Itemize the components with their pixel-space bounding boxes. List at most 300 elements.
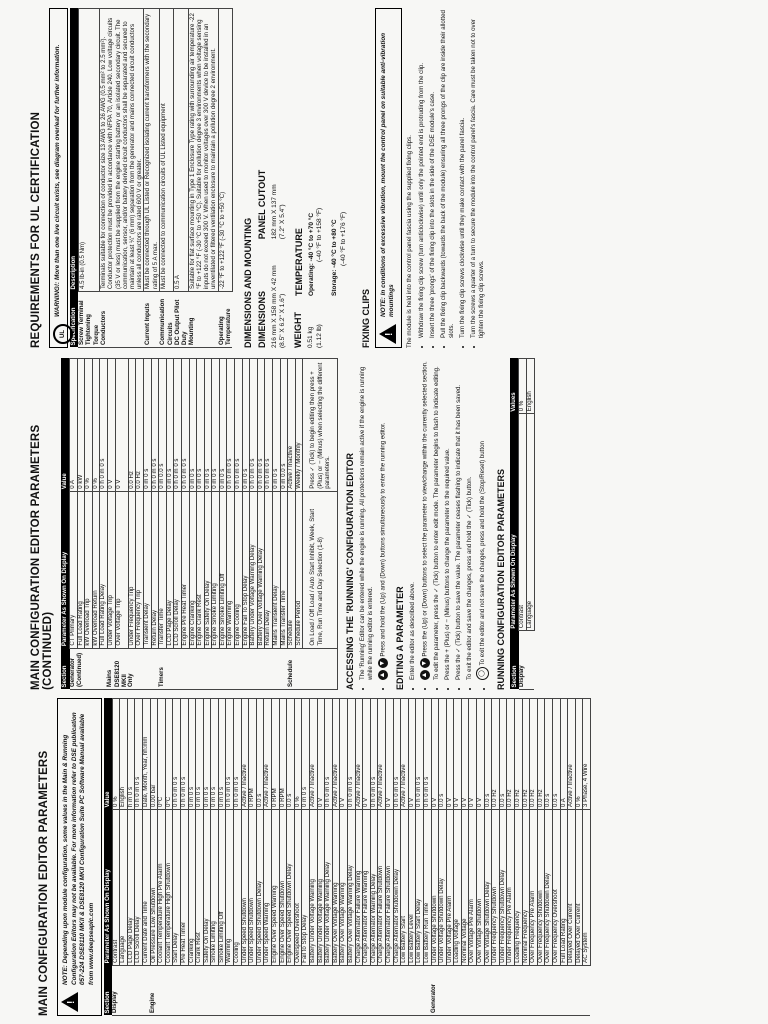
value-cell: 0 RPM: [249, 699, 257, 810]
config-note: [57, 698, 102, 1016]
desc-cell: Must be connected to communication circuits of UL Listed equipment: [159, 9, 173, 292]
param-cell: Over Frequency Shutdown Delay: [545, 809, 553, 965]
section-cell: [158, 965, 166, 1015]
value-cell: h m 0 s: [127, 699, 135, 810]
temp-storage: Storage: -40 °C to +80 °C: [331, 219, 339, 296]
value-cell: 0 RPM: [279, 699, 287, 810]
value-cell: 0 A: [70, 359, 78, 492]
table-row: [218, 9, 232, 348]
param-cell: Charge Alternator Failure Warning: [355, 809, 363, 965]
param-cell: Battery Under Voltage Warning: [310, 809, 318, 965]
table-row: [143, 359, 151, 690]
value-cell: 0 h 0 m 0 s: [423, 699, 431, 810]
section-cell: [302, 965, 310, 1015]
table-row: [431, 699, 439, 1016]
section-cell: Timers: [159, 648, 167, 689]
value-cell: 0 h 0 m 0 s: [151, 359, 159, 492]
table-row: [530, 699, 538, 1016]
param-cell: Mains Transient Delay: [273, 491, 281, 648]
param-cell: Under Frequency Trip: [128, 491, 136, 648]
table-row: [363, 699, 371, 1016]
param-cell: Over Frequency Trip: [136, 491, 144, 648]
value-cell: 0.0 Hz: [507, 699, 515, 810]
table-row: [279, 699, 287, 1016]
section-cell: [256, 965, 264, 1015]
param-cell: Charge Alternator Failure Shutdown: [385, 809, 393, 965]
table-row: [355, 699, 363, 1016]
table-row: [461, 699, 469, 1016]
table-row: [159, 9, 173, 348]
column-ul-certification: [0, 8, 768, 348]
value-cell: 0.0 s: [545, 699, 553, 810]
param-cell: Language: [120, 809, 128, 965]
section-cell: [537, 965, 545, 1015]
value-cell: 0.0 Hz: [522, 699, 530, 810]
section-cell: [234, 965, 242, 1015]
param-cell: Coolant Temperature High Shutdown: [165, 809, 173, 965]
header-section: Section: [104, 965, 113, 1015]
param-cell: Under Frequency Shutdown Delay: [499, 809, 507, 965]
section-cell: [257, 648, 265, 689]
param-cell: Transfer Time: [159, 491, 167, 648]
value-cell: 0°C: [158, 699, 166, 810]
list-item: • Press the ✓ (Tick) button to save the value. The parameter ceases flashing to indicate that it has been saved.: [455, 358, 463, 680]
value-cell: 0 m 0 s: [302, 699, 310, 810]
param-cell: Under Frequency Pre Alarm: [507, 809, 515, 965]
warning-triangle-icon: [379, 324, 396, 344]
param-cell: LCD Scroll Delay: [174, 491, 182, 648]
param-cell: LCD Page Delay: [127, 809, 135, 965]
weight-lb: (1.12 lb): [315, 324, 323, 348]
section-cell: [310, 965, 318, 1015]
param-cell: Under Voltage Trip: [107, 491, 115, 648]
table-row: [401, 699, 409, 1016]
param-cell: Engine Warming: [227, 491, 235, 648]
section-cell: [165, 965, 173, 1015]
value-cell: Active / Inactive: [310, 699, 318, 810]
section-cell: [264, 965, 272, 1015]
dimensions-block: [257, 8, 288, 348]
param-cell: Contrast: [112, 809, 120, 965]
value-cell: 0.0 Hz: [537, 699, 545, 810]
section-cell: Engine: [150, 965, 158, 1015]
section-cell: [295, 648, 303, 689]
table-row: [241, 699, 249, 1016]
param-cell: Battery Under Voltage Warning: [317, 809, 325, 965]
value-cell: 0 h 0 m 0 s: [257, 359, 265, 492]
value-cell: Active / Inactive: [332, 699, 340, 810]
section-cell: [241, 965, 249, 1015]
section-cell: Only: [128, 648, 136, 689]
section-cell: [303, 648, 338, 689]
ul-warning: [49, 8, 68, 348]
value-cell: 0 h 0 m 0 s: [227, 359, 235, 492]
dimensions-group: [257, 265, 288, 348]
param-cell: Full Load Rating: [560, 809, 568, 965]
list-item: [378, 358, 388, 680]
value-cell: 0 h 0 m 0 s: [135, 699, 143, 810]
param-cell: Battery Under Voltage Warning Delay: [250, 491, 258, 648]
list-item-text: Press and hold the (Up) and (Down) buttons simultaneously to enter the running editor.: [379, 422, 387, 657]
running-config-heading: RUNNING CONFIGURATION EDITOR PARAMETERS: [496, 468, 507, 690]
value-cell: 0 %: [85, 359, 93, 492]
ul-logo-icon: UL: [53, 324, 73, 344]
list-item: • Turn the fixing clip screws clockwise until they make contact with the panel fascia.: [459, 8, 467, 338]
param-cell: Mains Transfer Time: [280, 491, 288, 648]
section-cell: [265, 648, 273, 689]
down-button-icon: ▼: [420, 659, 428, 667]
section-cell: [347, 965, 355, 1015]
section-cell: [575, 965, 583, 1015]
value-cell: English: [120, 699, 128, 810]
param-cell: Fail to Stop Delay: [302, 809, 310, 965]
header-section: Section: [510, 631, 519, 690]
param-cell: Loading Frequency: [515, 809, 523, 965]
header-values: Values: [510, 359, 519, 414]
section-cell: [560, 965, 568, 1015]
value-cell: 0 m 0 s: [219, 359, 227, 492]
section-cell: [401, 965, 409, 1015]
value-cell: 0 kW: [77, 359, 85, 492]
column-main-config: [0, 698, 768, 1016]
schedule-detail-value: Press ✓ (Tick) to begin editing then press + (Plus) or − (Minus) when selecting the different parameters.: [303, 359, 338, 492]
param-cell: Loading Voltage: [454, 809, 462, 965]
section-cell: [325, 965, 333, 1015]
param-cell: Return Delay: [265, 491, 273, 648]
table-row: [203, 699, 211, 1016]
param-cell: Coolant Temperature High Pre Alarm: [158, 809, 166, 965]
param-cell: Nominal Frequency: [522, 809, 530, 965]
section-cell: [174, 648, 182, 689]
value-cell: 0 h 0 m 0 s: [265, 359, 273, 492]
param-cell: Over Voltage Shutdown Delay: [484, 809, 492, 965]
value-cell: 0 h 0 m 0 s: [347, 699, 355, 810]
warning-triangle-icon: [61, 992, 78, 1012]
header-parameter: Parameter As Shown On Display: [104, 809, 113, 965]
value-cell: 0 m 0 s: [197, 359, 205, 492]
param-cell: Schedule Period: [295, 491, 303, 648]
section-cell: [204, 648, 212, 689]
spec-cell: Mounting: [188, 292, 218, 348]
param-cell: Over Frequency Shutdown: [537, 809, 545, 965]
temp-storage-f: (-40 °F to +176 °F): [339, 211, 347, 266]
spec-cell: DC Output Pilot Duty: [174, 292, 188, 348]
section-cell: [189, 648, 197, 689]
section-cell: [120, 965, 128, 1015]
value-cell: 0 m 0 s: [189, 359, 197, 492]
section-cell: [530, 965, 538, 1015]
section-cell: [553, 965, 561, 1015]
param-cell: Transient Delay: [143, 491, 151, 648]
main-config-continued-table: [61, 358, 338, 690]
param-cell: Engine Over Speed Warning: [272, 809, 280, 965]
section-cell: [85, 648, 93, 689]
value-cell: Weekly / Monthly: [295, 359, 303, 492]
section-cell: [393, 965, 401, 1015]
param-cell: Engine Over Speed Shutdown: [279, 809, 287, 965]
section-cell: [477, 965, 485, 1015]
param-cell: Over Frequency Pre Alarm: [530, 809, 538, 965]
param-cell: Under Speed Shutdown Delay: [256, 809, 264, 965]
param-cell: Under Speed Shutdown: [241, 809, 249, 965]
table-row: [527, 359, 535, 690]
table-row: [515, 699, 523, 1016]
param-cell: Engine Smoke Limiting Off: [219, 491, 227, 648]
down-button-icon: ▼: [378, 659, 386, 667]
section-cell: [507, 965, 515, 1015]
table-row: [545, 699, 553, 1016]
value-cell: 0 V: [461, 699, 469, 810]
value-cell: 0.0 s: [553, 699, 561, 810]
param-cell: Engine Cooling: [235, 491, 243, 648]
param-cell: Nominal Voltage: [461, 809, 469, 965]
param-cell: Pre Heat Timer: [180, 809, 188, 965]
list-item: • Turn the screws a quarter of a turn to secure the module into the control panel's fascia. Care must be taken not to over tighten the fixing clip screws.: [470, 8, 486, 338]
section-cell: Generator: [431, 965, 439, 1015]
stop-reset-icon: ◯: [476, 667, 489, 680]
param-cell: Battery Under Voltage Warning Delay: [325, 809, 333, 965]
ul-spec-table: [70, 8, 233, 348]
param-cell: Over Voltage Pre Alarm: [469, 809, 477, 965]
section-cell: Schedule: [288, 648, 296, 689]
value-cell: 0.0 Hz: [530, 699, 538, 810]
weight-group: [293, 312, 348, 348]
table-row: [127, 699, 135, 1016]
table-row: [173, 699, 181, 1016]
param-cell: Crank Rest: [196, 809, 204, 965]
temp-operating-f: (-40 °F to +158 °F): [316, 207, 324, 262]
value-cell: 0 h 0 m 0 s: [416, 699, 424, 810]
cutout-inch: (7.2" X 5.4"): [279, 204, 287, 240]
weight-temp-block: [293, 8, 348, 348]
dims-heading: DIMENSIONS AND MOUNTING: [242, 217, 253, 348]
editing-parameter-heading: EDITING A PARAMETER: [394, 586, 405, 690]
param-cell: Language: [527, 414, 535, 631]
ul-title: REQUIREMENTS FOR UL CERTIFICATION: [30, 111, 42, 348]
main-config-continued-title: MAIN CONFIGURATION EDITOR PARAMETERS (CONTINUED): [30, 424, 54, 690]
table-row: [211, 699, 219, 1016]
value-cell: Active / Inactive: [355, 699, 363, 810]
section-cell: (Continued): [77, 648, 85, 689]
value-cell: 0 h 0 m 0 s: [100, 359, 108, 492]
cutout-value: 182 mm X 137 mm: [270, 184, 278, 240]
cutout-group: [257, 170, 288, 240]
table-row: [273, 359, 281, 690]
section-cell: [492, 965, 500, 1015]
value-cell: 0.0 Hz: [136, 359, 144, 492]
section-cell: [279, 965, 287, 1015]
value-cell: 0 h 0 m 0 s: [173, 699, 181, 810]
param-cell: Low Battery Start: [401, 809, 409, 965]
table-row: [100, 9, 144, 348]
param-cell: Full Load Rating: [77, 491, 85, 648]
value-cell: 0 V: [454, 699, 462, 810]
table-row: [180, 699, 188, 1016]
list-item-text: To exit the editor and not save the changes, press and hold the (Stop/Reset) button: [479, 441, 487, 666]
section-cell: [522, 965, 530, 1015]
param-cell: Warming: [226, 809, 234, 965]
param-cell: Cranking: [188, 809, 196, 965]
table-row: [234, 699, 242, 1016]
value-cell: 0 V: [340, 699, 348, 810]
table-row: [332, 699, 340, 1016]
up-button-icon: ▲: [420, 671, 428, 679]
table-row: [272, 699, 280, 1016]
list-item: • To exit the editor and save the changes, press and hold the ✓ (Tick) button.: [466, 358, 474, 680]
table-row: [446, 699, 454, 1016]
table-row: [553, 699, 561, 1016]
spec-cell: Conductors: [100, 292, 144, 348]
param-cell: LCD Scroll Delay: [135, 809, 143, 965]
table-row: [256, 699, 264, 1016]
section-cell: [211, 965, 219, 1015]
table-row: [423, 699, 431, 1016]
value-cell: 0 %: [519, 359, 527, 414]
section-cell: [143, 648, 151, 689]
param-cell: Battery Over Voltage Warning: [332, 809, 340, 965]
value-cell: 0 m 0 s: [242, 359, 250, 492]
param-cell: kW Overload Return: [92, 491, 100, 648]
section-cell: [461, 965, 469, 1015]
param-cell: Under Voltage Shutdown: [431, 809, 439, 965]
value-cell: 0°C: [165, 699, 173, 810]
param-cell: Cooling: [234, 809, 242, 965]
section-cell: [499, 965, 507, 1015]
param-cell: Engine Safety On Delay: [204, 491, 212, 648]
list-item-text: Press the (Up) or (Down) buttons to select the parameter to view/change within the currently selected section.: [421, 361, 429, 657]
desc-cell: 0.5 A: [174, 9, 188, 292]
header-value: Value: [104, 699, 113, 810]
param-cell: Engine Crank Rest: [197, 491, 205, 648]
section-cell: [197, 648, 205, 689]
param-cell: Under Speed Warning: [264, 809, 272, 965]
param-cell: Charge Alternator Failure Shutdown: [378, 809, 386, 965]
table-row: [112, 699, 120, 1016]
dimensions-label: DIMENSIONS: [256, 290, 267, 348]
value-cell: 0 RPM: [272, 699, 280, 810]
table-row: [249, 699, 257, 1016]
section-cell: [227, 648, 235, 689]
value-cell: 0 V: [477, 699, 485, 810]
value-cell: 0.0 s: [256, 699, 264, 810]
section-cell: [226, 965, 234, 1015]
fixing-intro: The module is held into the control panel fascia using the supplied fixing clips.: [405, 135, 413, 348]
list-item: • Press the + (Plus) or − (Minus) buttons to change the parameter to the required value.: [444, 358, 452, 680]
value-cell: 0.0 s: [484, 699, 492, 810]
section-cell: [446, 965, 454, 1015]
table-row: [264, 699, 272, 1016]
param-cell: Oil Pressure Low Shutdown: [150, 809, 158, 965]
section-cell: [272, 965, 280, 1015]
section-cell: [249, 965, 257, 1015]
table-row-schedule-detail: [303, 359, 338, 690]
value-cell: 0 V: [385, 699, 393, 810]
value-cell: Active / Inactive: [288, 359, 296, 492]
table-row: [454, 699, 462, 1016]
value-cell: 0 h 0 m 0 s: [325, 699, 333, 810]
section-cell: [273, 648, 281, 689]
param-cell: Engine Smoke Limiting: [212, 491, 220, 648]
table-row: [295, 359, 303, 690]
weight-kg: 0.51 kg: [307, 326, 315, 348]
table-row: [340, 699, 348, 1016]
param-cell: Under Speed Shutdown: [249, 809, 257, 965]
param-cell: Current Date and Time: [142, 809, 150, 965]
section-cell: DSE8120 MKII: [115, 648, 128, 689]
section-cell: [527, 631, 535, 690]
desc-cell: Suitable for flat surface mounting in Type 1 Enclosure Type rating with surrounding air temperature -22 °F to +122 °F (-30 °C to +50 °C). Suitable for pollution degree 3 environments when voltage sensing inputs do not exceed 300 V. When used to monitor voltages over 300 V device to be installed in an unventilated or filtered ventilation enclosure to maintain a pollution degree 2 environment.: [188, 9, 218, 292]
value-cell: 0 m 0 s: [143, 359, 151, 492]
section-cell: [355, 965, 363, 1015]
param-cell: Charge Alternator Failure Warning: [363, 809, 371, 965]
param-cell: Full Load Rating Delay: [100, 491, 108, 648]
param-cell: Overspeed Overshoot: [294, 809, 302, 965]
param-cell: Engine Fail To Stop Delay: [242, 491, 250, 648]
section-cell: [235, 648, 243, 689]
table-row: [294, 699, 302, 1016]
section-cell: [385, 965, 393, 1015]
accessing-editor-list: [359, 358, 388, 690]
value-cell: 0 A: [560, 699, 568, 810]
spec-cell: Operating Temperature: [218, 292, 232, 348]
param-cell: Under Frequency Shutdown: [492, 809, 500, 965]
section-cell: [92, 648, 100, 689]
list-item: • To edit the parameter, press the ✓ (Tick) button to enter edit mode. The parameter begins to flash to indicate editing.: [433, 358, 441, 680]
section-cell: [416, 965, 424, 1015]
value-cell: 0 V: [469, 699, 477, 810]
section-cell: [568, 965, 576, 1015]
param-cell: Under Voltage Pre Alarm: [446, 809, 454, 965]
table-row: [370, 699, 378, 1016]
table-row: [196, 699, 204, 1016]
list-item: • Insert the three 'prongs' of the fixing clip into the slots in the side of the DSE module's case.: [429, 8, 437, 338]
param-cell: Return Delay: [151, 491, 159, 648]
section-cell: [166, 648, 174, 689]
fixing-note: [375, 8, 402, 348]
desc-cell: 4.5 lb-in (0.5 Nm): [78, 9, 100, 292]
table-row: [507, 699, 515, 1016]
value-cell: 0 m 0 s: [273, 359, 281, 492]
table-row: [560, 699, 568, 1016]
value-cell: 0.0 Hz: [515, 699, 523, 810]
section-cell: [173, 965, 181, 1015]
section-cell: [135, 965, 143, 1015]
temperature-group: [293, 208, 348, 296]
table-row: [499, 699, 507, 1016]
value-cell: 0 m 0 s: [218, 699, 226, 810]
param-cell: Contrast: [519, 414, 527, 631]
spec-cell: Communication Circuits: [159, 292, 173, 348]
table-row: [226, 699, 234, 1016]
table-row: [416, 699, 424, 1016]
value-cell: 0 V: [446, 699, 454, 810]
value-cell: Active / Inactive: [401, 699, 409, 810]
value-cell: 0 h 0 m 0 s: [226, 699, 234, 810]
list-item: • The 'Running' Editor can be entered while the engine is running. All protections remain active if the engine is running while the running editor is entered.: [359, 358, 375, 680]
table-row: [218, 699, 226, 1016]
section-cell: [196, 965, 204, 1015]
value-cell: 0.00 bar: [150, 699, 158, 810]
value-cell: 0 V: [408, 699, 416, 810]
desc-cell: Terminals suitable for connection of conductor size 13 AWG to 26 AWG (0.5 mm² to 2.5 mm²). Conductor protection must be provided in accordance with NFPA 70, Article 240. Low voltage circuits (35 V or less) must be supplied from the engine starting battery or an isolated secondary circuit. The communication, sensor, and/or battery derived circuit conductors shall be separated and secured to maintain at least ¼" (6 mm) separation from the generator and mains connected circuit conductors unless all conductors are rated 600 V or greater.: [100, 9, 144, 292]
header-specification: Specification: [70, 292, 79, 348]
param-cell: Battery Over Voltage Warning Delay: [257, 491, 265, 648]
param-cell: LCD Page Delay: [166, 491, 174, 648]
value-cell: 0 h 0 m 0 s: [174, 359, 182, 492]
param-cell: Battery Over Voltage Warning Delay: [347, 809, 355, 965]
section-cell: [250, 648, 258, 689]
schedule-detail-text: On Load / Off Load / Auto Start Inhibit, Week, Start Time, Run Time and Day Selection (1-8): [303, 491, 338, 648]
